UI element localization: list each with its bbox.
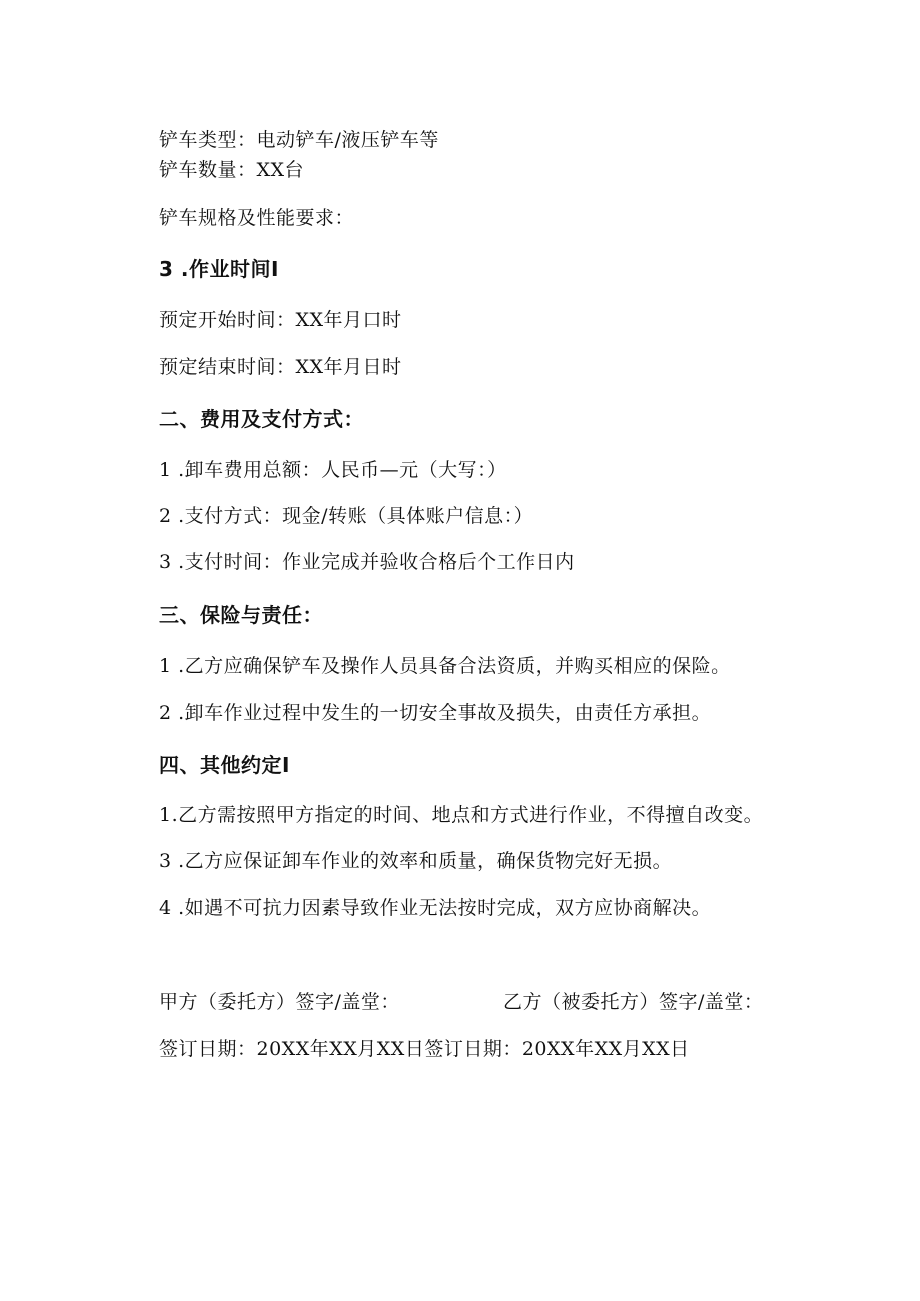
other-item: 1.乙方需按照甲方指定的时间、地点和方式进行作业，不得擅自改变。 bbox=[159, 804, 764, 826]
party-b-signature: 乙方（被委托方）签字/盖堂： bbox=[503, 991, 764, 1013]
equipment-type-line: 铲车类型：电动铲车/液压铲车等 bbox=[159, 129, 439, 151]
work-time-heading: 3 .作业时间I bbox=[159, 257, 279, 281]
work-start-line: 预定开始时间：XX年月口时 bbox=[159, 309, 402, 331]
equipment-count-line: 铲车数量：XX台 bbox=[159, 159, 305, 181]
insurance-item: 2 .卸车作业过程中发生的一切安全事故及损失，由责任方承担。 bbox=[159, 702, 712, 724]
fees-item: 3 .支付时间：作业完成并验收合格后个工作日内 bbox=[159, 551, 575, 573]
other-item: 4 .如遇不可抗力因素导致作业无法按时完成，双方应协商解决。 bbox=[159, 897, 712, 919]
party-a-signature: 甲方（委托方）签字/盖堂： bbox=[159, 991, 400, 1013]
fees-heading: 二、费用及支付方式： bbox=[159, 407, 364, 431]
work-end-line: 预定结束时间：XX年月日时 bbox=[159, 356, 402, 378]
fees-item: 1 .卸车费用总额：人民币—元（大写：） bbox=[159, 459, 507, 481]
other-item: 3 .乙方应保证卸车作业的效率和质量，确保货物完好无损。 bbox=[159, 850, 673, 872]
insurance-item: 1 .乙方应确保铲车及操作人员具备合法资质，并购买相应的保险。 bbox=[159, 655, 731, 677]
equipment-spec-line: 铲车规格及性能要求： bbox=[159, 207, 355, 229]
insurance-heading: 三、保险与责任： bbox=[159, 603, 323, 627]
fees-item: 2 .支付方式：现金/转账（具体账户信息：） bbox=[159, 505, 534, 527]
signing-dates: 签订日期：20XX年XX月XX日签订日期：20XX年XX月XX日 bbox=[159, 1038, 690, 1060]
other-heading: 四、其他约定I bbox=[159, 753, 290, 777]
